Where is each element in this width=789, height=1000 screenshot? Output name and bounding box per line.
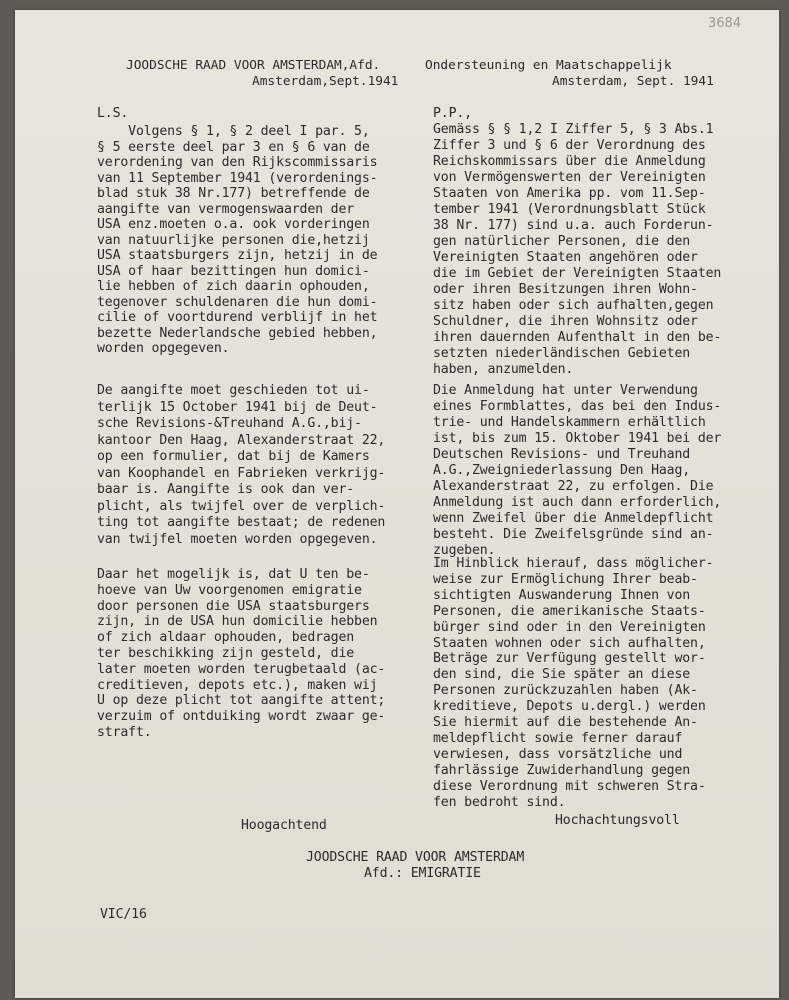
text-line: ist, bis zum 15. Oktober 1941 bei der	[433, 431, 722, 446]
text-line: cilie of voortdurend verblijf in het	[97, 310, 378, 325]
text-line: Personen zurückzuzahlen haben (Ak-	[433, 683, 698, 699]
text-line: van Koophandel en Fabrieken verkrijg-	[97, 465, 386, 481]
text-line: Staaten von Amerika pp. vom 11.Sep-	[433, 186, 706, 201]
reference-code: VIC/16	[100, 907, 147, 922]
text-line: Gemäss § § 1,2 I Ziffer 5, § 3 Abs.1	[433, 122, 714, 137]
header-left-line1: JOODSCHE RAAD VOOR AMSTERDAM,Afd.	[126, 58, 381, 73]
text-line: diese Verordnung mit schweren Stra-	[433, 778, 706, 794]
text-line: ting tot aangifte bestaat; de redenen	[97, 515, 386, 530]
text-line: sichtigten Auswanderung Ihnen von	[433, 587, 691, 603]
text-line: oder ihren Besitzungen ihren Wohn-	[433, 282, 698, 297]
text-line: die im Gebiet der Vereinigten Staaten	[433, 266, 722, 281]
text-line: tember 1941 (Verordnungsblatt Stück	[433, 202, 706, 217]
text-line: van twijfel moeten worden opgegeven.	[97, 531, 378, 547]
german-salutation: P.P.,	[433, 106, 472, 121]
text-line: of zich aldaar ophouden, bedragen	[97, 630, 355, 646]
document-page	[15, 10, 779, 998]
text-line: straft.	[97, 725, 152, 740]
dutch-closing: Hoogachtend	[241, 818, 327, 833]
text-line: U op deze plicht tot aangifte attent;	[97, 693, 386, 709]
text-line: plicht, als twijfel over de verplich-	[97, 498, 386, 514]
header-left-line2: Amsterdam,Sept.1941	[252, 74, 399, 89]
german-closing: Hochachtungsvoll	[555, 813, 680, 828]
header-right-line1: Ondersteuning en Maatschappelijk	[425, 58, 672, 73]
header-right-line2: Amsterdam, Sept. 1941	[552, 74, 714, 89]
text-line: sitz haben oder sich aufhalten,gegen	[433, 298, 714, 313]
text-line: fen bedroht sind.	[433, 794, 566, 810]
text-line: Vereinigten Staaten angehören oder	[433, 250, 698, 265]
text-line: hoeve van Uw voorgenomen emigratie	[97, 582, 362, 598]
text-line: Staaten wohnen oder sich aufhalten,	[433, 635, 706, 651]
text-line: Reichskommissars über die Anmeldung	[433, 154, 706, 169]
text-line: Anmeldung ist auch dann erforderlich,	[433, 495, 722, 510]
text-line: Beträge zur Verfügung gestellt wor-	[433, 651, 706, 667]
text-line: blad stuk 38 Nr.177) betreffende de	[97, 186, 370, 201]
text-line: Volgens § 1, § 2 deel I par. 5,	[97, 124, 370, 139]
text-line: door personen die USA staatsburgers	[97, 598, 370, 614]
text-line: kreditieve, Depots u.dergl.) werden	[433, 699, 706, 715]
text-line: op een formulier, dat bij de Kamers	[97, 449, 370, 464]
text-line: lie hebben of zich daarin ophouden,	[97, 279, 370, 294]
pencil-archive-number: 3684	[708, 16, 742, 31]
text-line: Alexanderstraat 22, zu erfolgen. Die	[433, 479, 714, 494]
text-line: bürger sind oder in den Vereinigten	[433, 619, 706, 635]
text-line: later moeten worden terugbetaald (ac-	[97, 661, 386, 677]
text-line: Die Anmeldung hat unter Verwendung	[433, 383, 698, 398]
text-line: eines Formblattes, das bei den Indus-	[433, 399, 722, 414]
text-line: trie- und Handelskammern erhältlich	[433, 415, 706, 430]
text-line: verzuim of ontduiking wordt zwaar ge-	[97, 709, 386, 725]
text-line: USA staatsburgers zijn, hetzij in de	[97, 248, 378, 263]
text-line: van natuurlijke personen die,hetzij	[97, 232, 370, 248]
text-line: Personen, die amerikanische Staats-	[433, 603, 706, 619]
text-line: Daar het mogelijk is, dat U ten be-	[97, 567, 370, 582]
text-line: bezette Nederlandsche gebied hebben,	[97, 325, 378, 341]
text-line: creditieven, depots etc.), maken wij	[97, 677, 378, 693]
text-line: De aangifte moet geschieden tot ui-	[97, 383, 370, 398]
text-line: verwiesen, dass vorsätzliche und	[433, 746, 683, 762]
text-line: haben, anzumelden.	[433, 362, 574, 377]
text-line: kantoor Den Haag, Alexanderstraat 22,	[97, 432, 386, 448]
text-line: von Vermögenswerten der Vereinigten	[433, 170, 706, 185]
text-line: terlijk 15 October 1941 bij de Deut-	[97, 399, 378, 415]
text-line: meldepflicht sowie ferner darauf	[433, 730, 683, 746]
text-line: zugeben.	[433, 543, 496, 558]
text-line: Ziffer 3 und § 6 der Verordnung des	[433, 138, 706, 153]
text-line: ter beschikking zijn gesteld, die	[97, 646, 355, 661]
text-line: tegenover schuldenaren die hun domi-	[97, 294, 378, 310]
text-line: USA enz.moeten o.a. ook vorderingen	[97, 217, 370, 232]
text-line: den sind, die Sie später an diese	[433, 667, 691, 683]
text-line: Deutschen Revisions- und Treuhand	[433, 447, 691, 462]
text-line: fahrlässige Zuwiderhandlung gegen	[433, 762, 691, 778]
text-line: USA of haar bezittingen hun domici-	[97, 263, 370, 279]
text-line: wenn Zweifel über die Anmeldepflicht	[433, 511, 714, 526]
text-line: Schuldner, die ihren Wohnsitz oder	[433, 314, 698, 329]
text-line: ihren dauernden Aufenthalt in den be-	[433, 330, 722, 345]
text-line: aangifte van vermogenswaarden der	[97, 201, 355, 217]
text-line: Im Hinblick hierauf, dass möglicher-	[433, 556, 714, 571]
text-line: setzten niederländischen Gebieten	[433, 346, 691, 361]
text-line: besteht. Die Zweifelsgründe sind an-	[433, 527, 714, 542]
text-line: 38 Nr. 177) sind u.a. auch Forderun-	[433, 218, 714, 233]
text-line: gen natürlicher Personen, die den	[433, 234, 691, 249]
text-line: van 11 September 1941 (verordenings-	[97, 170, 378, 186]
text-line: worden opgegeven.	[97, 341, 230, 356]
signature-department: Afd.: EMIGRATIE	[364, 866, 481, 881]
text-line: weise zur Ermöglichung Ihrer beab-	[433, 571, 698, 587]
text-line: A.G.,Zweigniederlassung Den Haag,	[433, 463, 691, 478]
text-line: verordening van den Rijkscommissaris	[97, 155, 378, 170]
dutch-salutation: L.S.	[97, 106, 129, 121]
text-line: zijn, in de USA hun domicilie hebben	[97, 614, 378, 630]
signature-organisation: JOODSCHE RAAD VOOR AMSTERDAM	[306, 850, 525, 865]
text-line: § 5 eerste deel par 3 en § 6 van de	[97, 139, 370, 155]
text-line: Sie hiermit auf die bestehende An-	[433, 715, 698, 730]
text-line: sche Revisions-&Treuhand A.G.,bij-	[97, 416, 362, 431]
text-line: baar is. Aangifte is ook dan ver-	[97, 482, 355, 497]
